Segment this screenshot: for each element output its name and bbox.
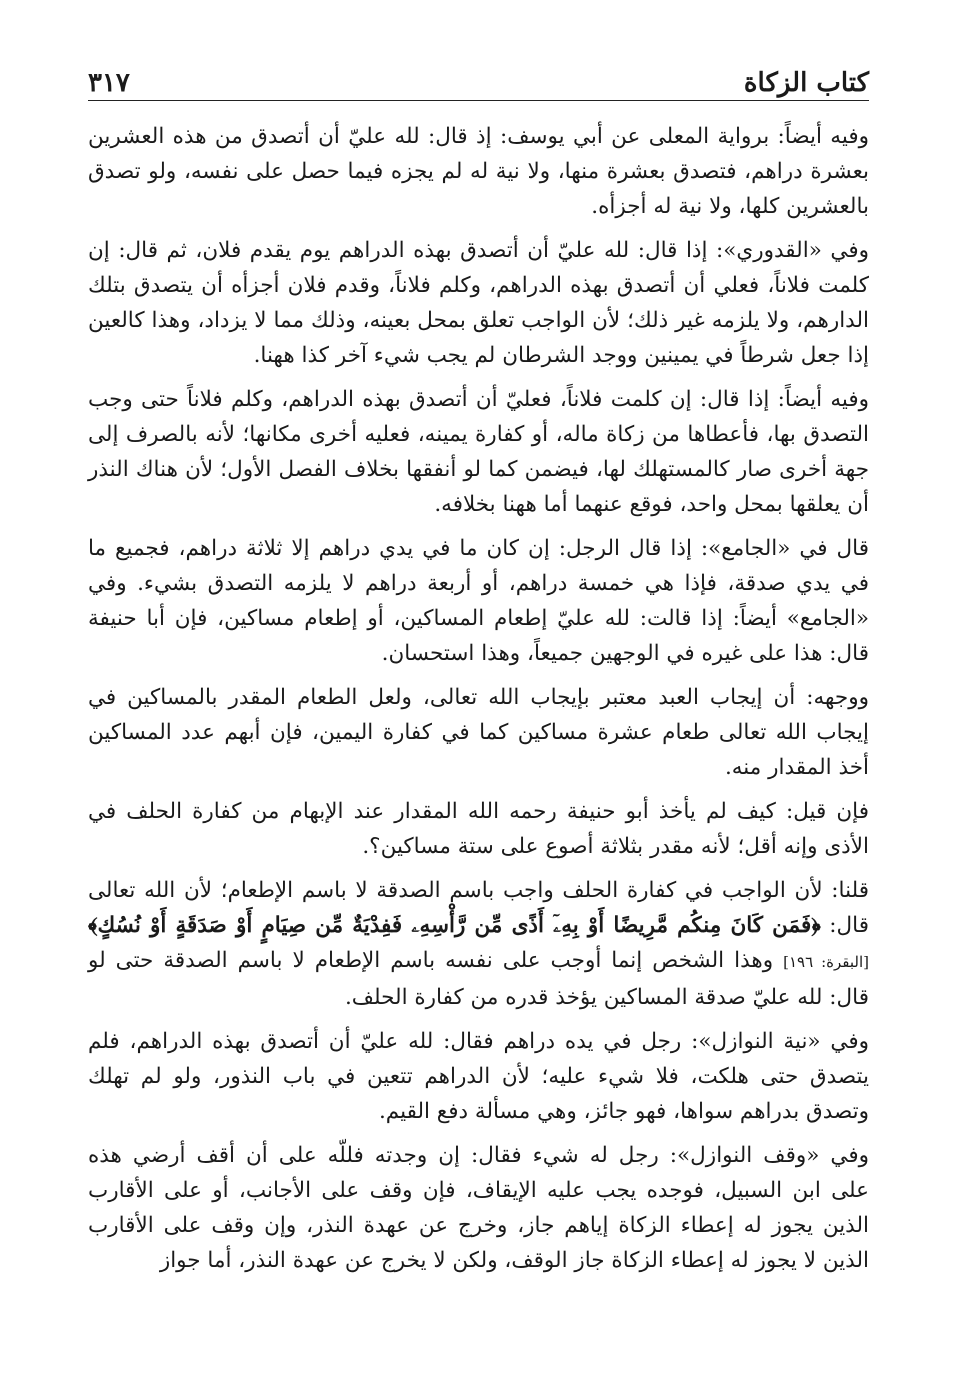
body-text xyxy=(88,119,869,1287)
chapter-title: كتاب الزكاة xyxy=(743,68,869,98)
running-head xyxy=(88,56,869,96)
paragraph: وفيه أيضاً: إذا قال: إن كلمت فلاناً، فعليّ أن أتصدق بهذه الدراهم، وكلم فلاناً حتى وجب التصدق بها، فأعطاها من زكاة ماله، أو كفارة يمينه، فعليه أخرى مكانها؛ لأنه بالصرف إلى جهة أخرى صار كالمستهلك لها، فيضمن كما لو أنفقها بخلاف الفصل الأول؛ لأن هناك النذر أن يعلقها بمحل واحد، فوقع عنهما أما ههنا بخلافه. xyxy=(88,387,869,517)
paragraph: وفي «وقف النوازل»: رجل له شيء فقال: إن وجدته فللّه على أن أقف أرضي هذه على ابن السبيل، فوجده يجب عليه الإيقاف، فإن وقف على الأجانب، أو على الأقارب الذين يجوز له إعطاء الزكاة إياهم جاز، وخرج عن عهدة النذر، وإن وقف على الأقارب الذين لا يجوز له إعطاء الزكاة جاز الوقف، ولكن لا يخرج عن عهدة النذر، أما جواز xyxy=(88,1143,869,1273)
paragraph: فإن قيل: كيف لم يأخذ أبو حنيفة رحمه الله المقدار عند الإبهام من كفارة الحلف في الأذى وإنه أقل؛ لأنه مقدر بثلاثة أصوع على ستة مساكين؟. xyxy=(88,799,869,859)
verse-reference: [البقرة: ١٩٦] xyxy=(783,953,869,971)
header-rule xyxy=(88,100,869,101)
paragraph: وفيه أيضاً: برواية المعلى عن أبي يوسف: إذ قال: لله عليّ أن أتصدق من هذه العشرين بعشرة دراهم، فتصدق بعشرة منها، ولا نية له لم يجزه فيما حصل على نفسه، ولو تصدق بالعشرين كلها، ولا نية له أجزأه. xyxy=(88,124,869,219)
paragraph: وفي «القدوري»: إذا قال: لله عليّ أن أتصدق بهذه الدراهم يوم يقدم فلان، ثم قال: إن كلمت فلاناً، فعلي أن أتصدق بهذه الدراهم، وكلم فلاناً، وقدم فلان أجزأه أن يتصدق بتلك الدارهم، ولا يلزمه غير ذلك؛ لأن الواجب تعلق بمحل بعينه، وذلك مما لا يزداد، وهذا كالعين إذا جعل شرطاً في يمينين ووجد الشرطان لم يجب شيء آخر كذا ههنا. xyxy=(88,238,869,368)
page-number: ٣١٧ xyxy=(88,68,130,98)
paragraph: قال في «الجامع»: إذا قال الرجل: إن كان ما في يدي دراهم إلا ثلاثة دراهم، فجميع ما في يدي صدقة، فإذا هي خمسة دراهم، أو أربعة دراهم لا يلزمه التصدق بشيء. وفي «الجامع» أيضاً: إذا قالت: لله عليّ إطعام المساكين، أو إطعام مساكين، فإن أبا حنيفة قال: هذا على غيره في الوجهين جميعاً، وهذا استحسان. xyxy=(88,536,869,666)
paragraph: ووجهه: أن إيجاب العبد معتبر بإيجاب الله تعالى، ولعل الطعام المقدر بالمساكين في إيجاب الله تعالى طعام عشرة مساكين كما في كفارة اليمين، فإن أبهم عدد المساكين أخذ المقدار منه. xyxy=(88,685,869,780)
verse-tail: وهذا الشخص إنما أوجب على نفسه باسم الإطعام لا باسم الصدقة حتى لو قال: لله عليّ صدقة المساكين يؤخذ قدره من كفارة الحلف. xyxy=(88,948,869,1010)
verse-lead: قلنا: لأن الواجب في كفارة الحلف واجب باسم الصدقة لا باسم الإطعام؛ لأن الله تعالى قال: xyxy=(88,878,869,938)
quran-verse: ﴿فَمَن كَانَ مِنكُم مَّرِيضًا أَوْ بِهِۦٓ أَذًى مِّن رَّأْسِهِۦ فَفِدْيَةٌ مِّن صِيَامٍ أَوْ صَدَقَةٍ أَوْ نُسُكٍ﴾ xyxy=(88,913,821,938)
verse-paragraph xyxy=(88,873,869,1015)
paragraph: وفي «نية النوازل»: رجل في يده دراهم فقال: لله عليّ أن أتصدق بهذه الدراهم، فلم يتصدق حتى هلكت، فلا شيء عليه؛ لأن الدراهم تتعين في باب النذور، ولو لم تهلك وتصدق بدراهم سواها، فهو جائز، وهي مسألة دفع القيم. xyxy=(88,1029,869,1124)
